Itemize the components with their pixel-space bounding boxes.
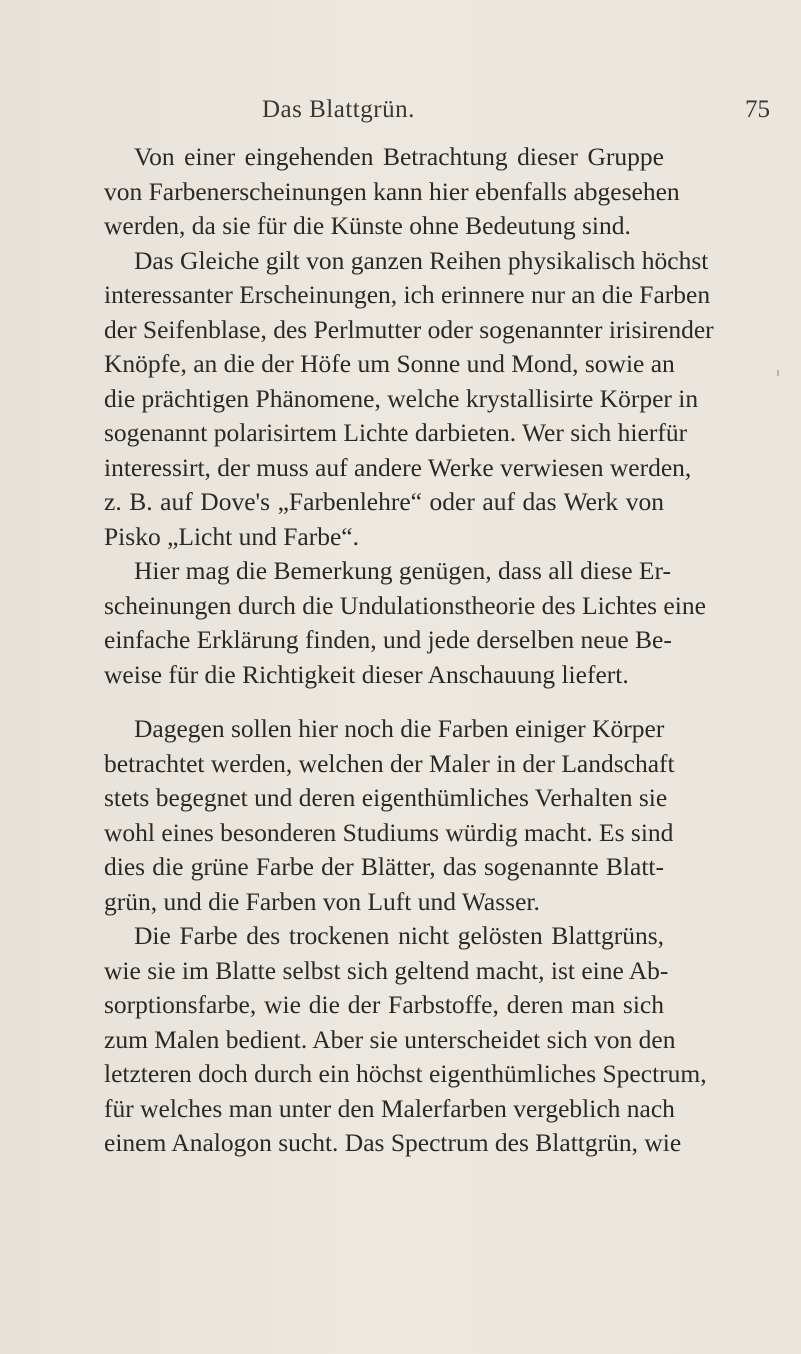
- text-line: betrachtet werden, welchen der Maler in der Landschaft: [104, 748, 675, 778]
- paragraph-3: [104, 554, 706, 692]
- paragraph-4: [104, 712, 675, 919]
- text-line: einfache Erklärung finden, und jede derselben neue Be-: [104, 625, 672, 654]
- text-line: Hier mag die Bemerkung genügen, dass all diese Er-: [134, 556, 671, 585]
- text-line: zum Malen bedient. Aber sie unterscheidet sich von den: [104, 1024, 676, 1054]
- text-line: wohl eines besonderen Studiums würdig macht. Es sind: [104, 817, 674, 847]
- text-line: von Farbenerscheinungen kann hier ebenfalls abgesehen: [104, 176, 680, 206]
- text-line: Die Farbe des trockenen nicht gelösten Blattgrüns,: [134, 921, 664, 950]
- text-line: die prächtigen Phänomene, welche krystallisirte Körper in: [104, 383, 699, 413]
- paragraph-5: [104, 919, 707, 1161]
- text-line: einem Analogon sucht. Das Spectrum des Blattgrün, wie: [104, 1128, 682, 1157]
- paragraph-1: [104, 140, 680, 244]
- text-line: Knöpfe, an die der Höfe um Sonne und Mond, sowie an: [104, 349, 675, 378]
- text-line: sogenannt polarisirtem Lichte darbieten. Wer sich hierfür: [104, 418, 688, 447]
- page-number: 75: [745, 96, 770, 123]
- text-line: dies die grüne Farbe der Blätter, das sogenannte Blatt-: [104, 852, 664, 881]
- text-line: Von einer eingehenden Betrachtung dieser Gruppe: [134, 142, 664, 171]
- text-line: Dagegen sollen hier noch die Farben einiger Körper: [134, 714, 665, 743]
- text-line: letzteren doch durch ein höchst eigenthümliches Spectrum,: [104, 1059, 707, 1088]
- running-head: [0, 96, 801, 130]
- body-text: [104, 140, 714, 1161]
- text-line: interessirt, der muss auf andere Werke verwiesen werden,: [104, 452, 692, 482]
- text-line: der Seifenblase, des Perlmutter oder sogenannter irisirender: [104, 314, 714, 344]
- chapter-title: Das Blattgrün.: [262, 96, 415, 123]
- text-line: weise für die Richtigkeit dieser Anschauung liefert.: [104, 659, 629, 689]
- text-line: grün, und die Farben von Luft und Wasser.: [104, 886, 540, 916]
- text-line: wie sie im Blatte selbst sich geltend macht, ist eine Ab-: [104, 955, 669, 985]
- margin-speck: [777, 370, 779, 376]
- text-line: scheinungen durch die Undulationstheorie des Lichtes eine: [104, 590, 706, 620]
- text-line: Das Gleiche gilt von ganzen Reihen physikalisch höchst: [134, 245, 709, 275]
- text-line: Pisko „Licht und Farbe“.: [104, 521, 359, 551]
- text-line: z. B. auf Dove's „Farbenlehre“ oder auf das Werk von: [104, 487, 664, 516]
- text-line: sorptionsfarbe, wie die der Farbstoffe, deren man sich: [104, 990, 664, 1019]
- text-line: werden, da sie für die Künste ohne Bedeutung sind.: [104, 211, 631, 240]
- text-line: stets begegnet und deren eigenthümliches Verhalten sie: [104, 783, 668, 812]
- paragraph-2: [104, 244, 714, 555]
- text-line: interessanter Erscheinungen, ich erinnere nur an die Farben: [104, 280, 711, 309]
- text-line: für welches man unter den Malerfarben vergeblich nach: [104, 1093, 675, 1123]
